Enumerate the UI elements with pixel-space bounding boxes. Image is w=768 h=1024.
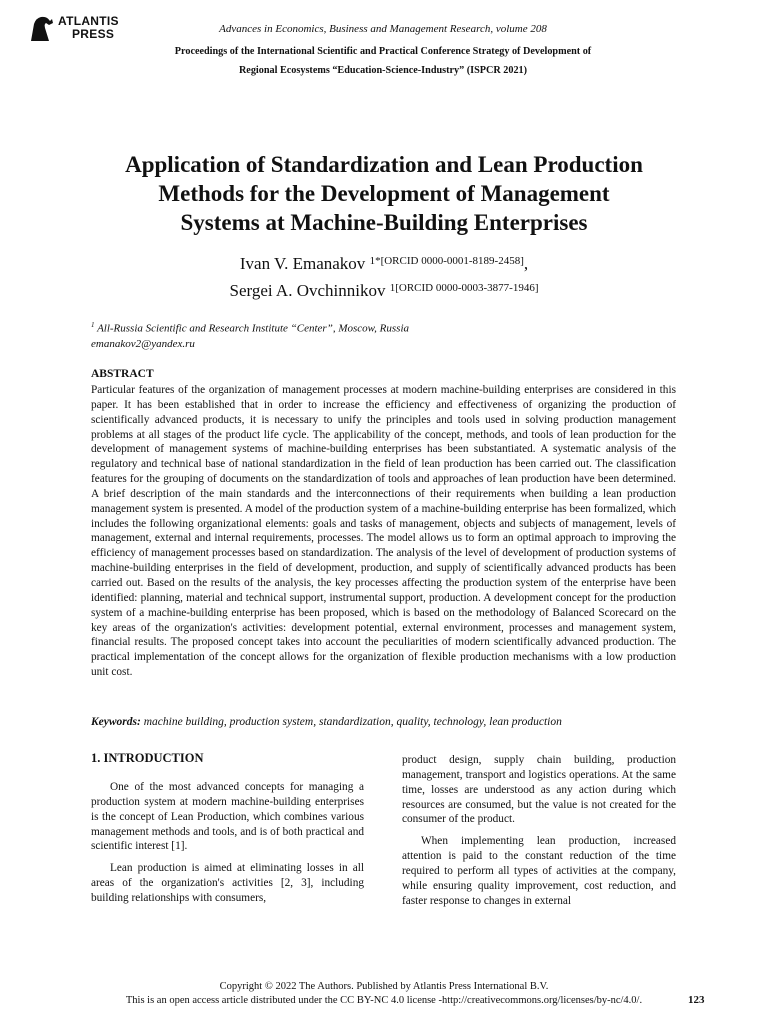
author-1 [120,249,648,276]
author-name: Sergei A. Ovchinnikov [229,281,386,300]
logo-line2: PRESS [72,27,115,41]
keywords [91,716,676,728]
body-paragraph: product design, supply chain building, production management, transport and logistics operations. At the same time, losses are understood as any action during which resources are consumed, but the value is not created for the consumer of the product. [402,754,676,826]
affiliation-block [91,318,691,352]
running-header [110,22,656,80]
license-notice: This is an open access article distributed under the CC BY-NC 4.0 license -http://creativecommons.org/licenses/by-nc/4.0/. [125,995,643,1006]
author-list [120,249,648,303]
logo-line1: ATLANTIS [58,14,119,28]
abstract-text: Particular features of the organization of management processes at modern machine-building enterprises are considered in this paper. It has been established that in order to increase the efficiency and effectiveness of organizing the production of scientifically advanced products, it is necessary to unify the principles and tools used in solving production management problems at all stages of the product life cycle. The applicability of the concept, methods, and tools of lean production for the development of management systems of machine-building enterprises has been substantiated. A systematic analysis of the regulatory and technical base of national standardization in the field of lean production has been carried out. The classification features for the grouping of documents on the standardization of tools and approaches of lean production have been determined. A brief description of the main standards and the interconnections of their requirements when building a lean production management system is presented. A model of the production system of a machine-building enterprise has been formalized, which includes the following organizational elements: goals and tasks of management, objects and subjects of management, levels of management, external and internal requirements, processes. The model allows us to form an optimal approach to improving the efficiency of management processes based on standardization. The analysis of the level of development of production systems of machine-building enterprises in the field of development, production, and supply of scientifically advanced products has been carried out. Based on the results of the analysis, the key processes affecting the production system of the enterprise have been identified: planning, material and technical support, instrumental support, production. A development concept for the production system of a machine-building enterprise has been proposed, which is based on the methodology of Balanced Scorecard on the key areas of the organization's activities: development potential, external environment, processes and management system, financial results. The proposed concept takes into account the peculiarities of modern scientifically advanced production. The practical implementation of the concept allows for the organization of flexible production mechanisms with a low production unit cost. [91,384,676,679]
title-line2: Methods for the Development of Management [158,181,610,206]
body-column-left [91,751,364,913]
page-number: 123 [688,994,705,1006]
author-orcid: 1[ORCID 0000-0003-3877-1946] [389,282,539,294]
proceedings-line2: Regional Ecosystems “Education-Science-Industry” (ISPCR 2021) [238,65,528,76]
body-paragraph: When implementing lean production, increased attention is paid to the constant reduction of the time required to perform all types of activities at the company, while ensuring quality improvement, cost reduction, and faster response to changes in external [402,835,676,907]
author-2 [120,276,648,303]
section-heading: 1. INTRODUCTION [91,751,204,765]
keywords-list: machine building, production system, standardization, quality, technology, lean production [143,716,562,728]
atlantis-figure-icon [28,14,54,42]
proceedings-line1: Proceedings of the International Scientific and Practical Conference Strategy of Development of [174,46,592,57]
title-line3: Systems at Machine-Building Enterprises [180,210,588,235]
body-paragraph: Lean production is aimed at eliminating losses in all areas of the organization's activities [2, 3], including building relationships with consumers, [91,862,364,904]
author-separator: , [523,254,529,273]
body-column-right [402,753,676,915]
author-name: Ivan V. Emanakov [239,254,366,273]
keywords-label: Keywords: [91,716,141,728]
author-email: emanakov2@yandex.ru [91,337,195,350]
paper-title [60,150,708,237]
page-footer [60,980,708,1008]
affiliation [91,318,691,337]
affiliation-text: All-Russia Scientific and Research Institute “Center”, Moscow, Russia [97,322,409,335]
affiliation-mark: 1 [91,321,95,329]
author-orcid: 1*[ORCID 0000-0001-8189-2458] [369,255,524,267]
copyright-notice: Copyright © 2022 The Authors. Published by Atlantis Press International B.V. [219,981,549,992]
publisher-logo [28,14,119,42]
body-paragraph: One of the most advanced concepts for managing a production system at modern machine-building enterprises is the concept of Lean Production, which combines various management methods and tools, and is of both practical and scientific interest [1]. [91,781,364,853]
proceedings-title [110,42,656,80]
journal-name: Advances in Economics, Business and Management Research, volume 208 [219,23,547,35]
title-line1: Application of Standardization and Lean Production [125,152,643,177]
abstract-heading: ABSTRACT [91,368,154,380]
